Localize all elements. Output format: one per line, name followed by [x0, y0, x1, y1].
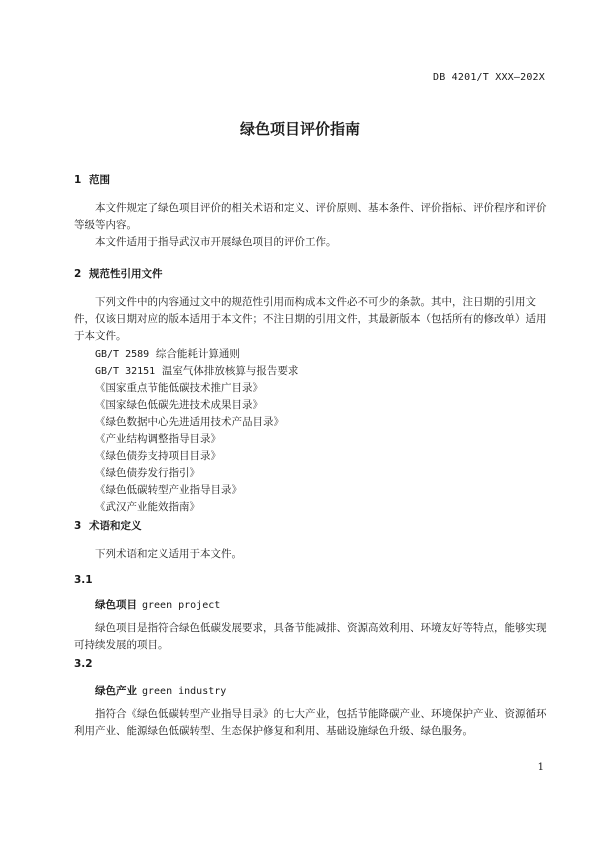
scope-paragraph-2: 本文件适用于指导武汉市开展绿色项目的评价工作。: [95, 236, 337, 248]
term-number: 3.1: [74, 574, 93, 586]
document-code: DB 4201/T XXX—202X: [433, 72, 545, 83]
term-zh: 绿色项目: [95, 599, 137, 611]
reference-title: 温室气体排放核算与报告要求: [161, 365, 299, 377]
scope-paragraph-1: 本文件规定了绿色项目评价的相关术语和定义、评价原则、基本条件、评价指标、评价程序和评价等级等内容。: [74, 202, 547, 231]
reference-doc: 《绿色债券发行指引》: [95, 467, 200, 479]
page-title: 绿色项目评价指南: [239, 120, 360, 138]
references-intro: 下列文件中的内容通过文中的规范性引用而构成本文件必不可少的条款。其中，注日期的引用文件，仅该日期对应的版本适用于本文件；不注日期的引用文件，其最新版本（包括所有的修改单）适用于本文件。: [74, 296, 547, 342]
section-number: 1: [74, 174, 82, 186]
reference-doc: 《国家重点节能低碳技术推广目录》: [95, 382, 263, 394]
reference-item: [95, 346, 240, 361]
page-number: 1: [537, 762, 544, 773]
terms-intro: 下列术语和定义适用于本文件。: [95, 548, 242, 560]
section-number: 3: [74, 520, 82, 532]
reference-doc: 《绿色低碳转型产业指导目录》: [95, 484, 242, 496]
section-title: 术语和定义: [89, 520, 142, 532]
reference-code: GB/T 2589: [95, 349, 150, 360]
reference-doc: 《绿色数据中心先进适用技术产品目录》: [95, 416, 284, 428]
reference-doc: 《武汉产业能效指南》: [95, 501, 200, 513]
section-heading-terms: [74, 518, 142, 533]
term-definition: 指符合《绿色低碳转型产业指导目录》的七大产业，包括节能降碳产业、环境保护产业、资源循环利用产业、能源绿色低碳转型、生态保护修复和利用、基础设施绿色升级、绿色服务。: [74, 708, 547, 737]
section-number: 2: [74, 268, 82, 280]
reference-item: [95, 363, 298, 378]
term-heading: [95, 683, 226, 698]
reference-doc: 《产业结构调整指导目录》: [95, 433, 221, 445]
section-heading-normative-references: [74, 266, 163, 281]
term-en: green project: [142, 600, 221, 611]
term-zh: 绿色产业: [95, 685, 137, 697]
section-heading-scope: [74, 172, 110, 187]
section-title: 范围: [89, 174, 110, 186]
section-title: 规范性引用文件: [89, 268, 163, 280]
term-number: 3.2: [74, 658, 93, 670]
term-en: green industry: [142, 686, 227, 697]
term-heading: [95, 597, 220, 612]
reference-title: 综合能耗计算通则: [155, 348, 240, 360]
reference-doc: 《绿色债券支持项目目录》: [95, 450, 221, 462]
reference-doc: 《国家绿色低碳先进技术成果目录》: [95, 399, 263, 411]
reference-code: GB/T 32151: [95, 366, 156, 377]
term-definition: 绿色项目是指符合绿色低碳发展要求，具备节能减排、资源高效利用、环境友好等特点，能够实现可持续发展的项目。: [74, 622, 547, 651]
